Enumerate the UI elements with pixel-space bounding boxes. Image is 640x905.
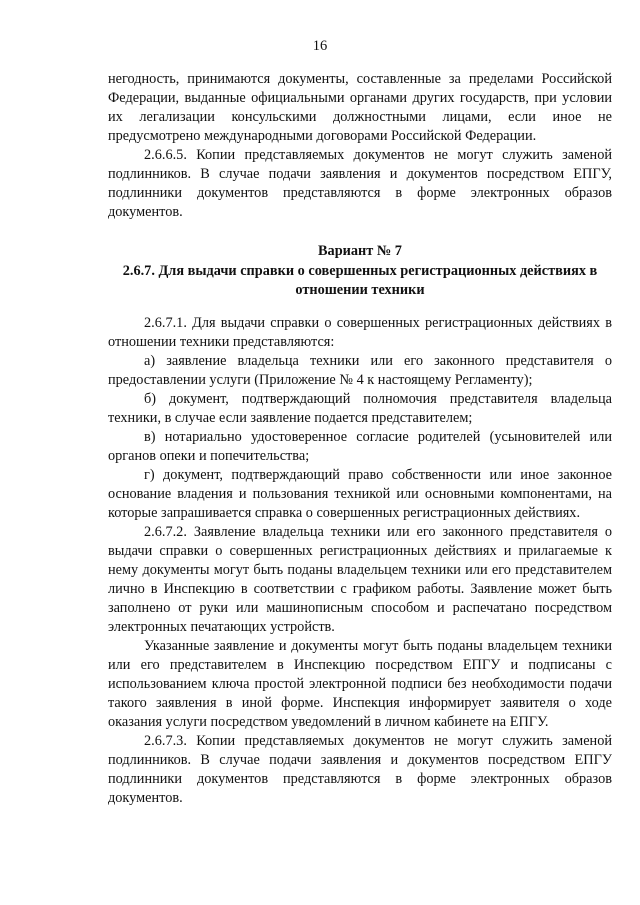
paragraph-2-6-7-2: 2.6.7.2. Заявление владельца техники или его законного представителя о выдачи справки о совершенных регистрационных действиях и прилагаемые к нему документы могут быть поданы владельцем техники или его представителем лично в Инспекцию в соответствии с графиком работы. Заявление может быть заполнено от руки или машинописным способом и распечатано посредством электронных печатающих устройств. [108,524,612,635]
section-title: Вариант № 7 [318,243,402,259]
paragraph-legalization: негодность, принимаются документы, составленные за пределами Российской Федерации, выданные официальными органами других государств, при условии их легализации консульскими должностными лицами, если иное не предусмотрено международными договорами Российской Федерации. [108,71,612,144]
list-item-g: г) документ, подтверждающий право собственности или иное законное основание владения и пользования техникой или основными компонентами, на которые запрашивается справка о совершенных регистрационных действиях. [108,467,612,521]
top-text-block [108,70,612,222]
list-item-v: в) нотариально удостоверенное согласие родителей (усыновителей или органов опеки и попечительства; [108,429,612,464]
section-subtitle: 2.6.7. Для выдачи справки о совершенных регистрационных действиях в отношении техники [122,263,598,298]
page-number: 16 [312,38,328,54]
list-item-b: б) документ, подтверждающий полномочия представителя владельца техники, в случае если заявление подается представителем; [108,391,612,426]
paragraph-2-6-6-5: 2.6.6.5. Копии представляемых документов не могут служить заменой подлинников. В случае подачи заявления и документов посредством ЕПГУ, подлинники документов представляются в форме электронных образов документов. [108,147,612,220]
body-text-block [108,314,612,808]
paragraph-epgu-submission: Указанные заявление и документы могут быть поданы владельцем техники или его представителем в Инспекцию посредством ЕПГУ и подписаны с использованием ключа простой электронной подписи без необходимости подачи такого заявления в иной форме. Инспекция информирует заявителя о ходе оказания услуги посредством уведомлений в личном кабинете на ЕПГУ. [108,638,612,730]
paragraph-2-6-7-1: 2.6.7.1. Для выдачи справки о совершенных регистрационных действиях в отношении техники представляются: [108,315,612,350]
paragraph-2-6-7-3: 2.6.7.3. Копии представляемых документов не могут служить заменой подлинников. В случае подачи заявления и документов посредством ЕПГУ подлинники документов представляются в форме электронных образов документов. [108,733,612,806]
list-item-a: а) заявление владельца техники или его законного представителя о предоставлении услуги (Приложение № 4 к настоящему Регламенту); [108,353,612,388]
